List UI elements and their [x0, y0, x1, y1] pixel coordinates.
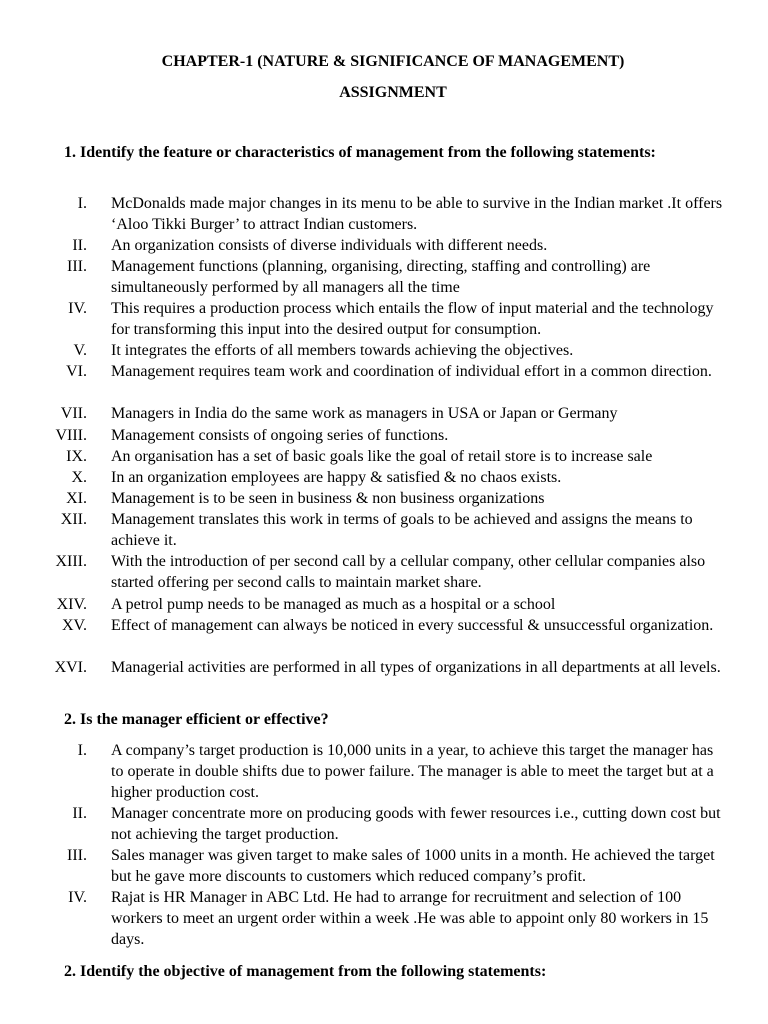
item-number: II.	[72, 805, 87, 822]
item-text: Rajat is HR Manager in ABC Ltd. He had to arrange for recruitment and selection of 100 workers to meet an urgent order within a week .He was able to appoint only 80 workers in 15 days.	[111, 889, 709, 948]
item-text: An organization consists of diverse individuals with different needs.	[111, 237, 548, 254]
item-number: XI.	[66, 490, 87, 507]
chapter-title: CHAPTER-1 (NATURE & SIGNIFICANCE OF MANAGEMENT)	[161, 53, 625, 70]
item-number: IX.	[66, 448, 87, 465]
item-number: III.	[67, 258, 87, 275]
section1-heading: 1. Identify the feature or characteristics of management from the following statements:	[64, 144, 656, 161]
item-text: This requires a production process which entails the flow of input material and the technology for transforming this input into the desired output for consumption.	[111, 300, 714, 338]
item-text: Managers in India do the same work as managers in USA or Japan or Germany	[111, 405, 618, 422]
item-text: Management functions (planning, organising, directing, staffing and controlling) are simultaneously performed by all managers all the time	[111, 258, 651, 296]
item-number: XIII.	[55, 553, 87, 570]
item-number: XII.	[60, 511, 87, 528]
item-text: It integrates the efforts of all members towards achieving the objectives.	[111, 342, 574, 359]
item-number: I.	[77, 195, 87, 212]
item-text: Management translates this work in terms of goals to be achieved and assigns the means to achieve it.	[111, 511, 693, 549]
item-number: VII.	[60, 405, 87, 422]
item-number: IV.	[68, 300, 87, 317]
item-number: VIII.	[55, 427, 87, 444]
item-text: A petrol pump needs to be managed as much as a hospital or a school	[111, 596, 556, 613]
item-number: XV.	[61, 617, 87, 634]
item-text: Managerial activities are performed in all types of organizations in all departments at all levels.	[111, 659, 721, 676]
item-text: Sales manager was given target to make sales of 1000 units in a month. He achieved the target but he gave more discounts to customers which reduced company’s profit.	[111, 847, 715, 885]
item-number: III.	[67, 847, 87, 864]
item-number: XIV.	[56, 596, 87, 613]
item-number: IV.	[68, 889, 87, 906]
item-number: II.	[72, 237, 87, 254]
item-text: Management consists of ongoing series of functions.	[111, 427, 449, 444]
item-number: VI.	[66, 363, 87, 380]
item-text: In an organization employees are happy & satisfied & no chaos exists.	[111, 469, 562, 486]
item-text: Management requires team work and coordination of individual effort in a common direction.	[111, 363, 712, 380]
item-text: McDonalds made major changes in its menu to be able to survive in the Indian market .It offers ‘Aloo Tikki Burger’ to attract Indian customers.	[111, 195, 723, 233]
item-text: With the introduction of per second call by a cellular company, other cellular companies also started offering per second calls to maintain market share.	[111, 553, 706, 591]
item-number: V.	[73, 342, 87, 359]
section3-heading: 2. Identify the objective of management from the following statements:	[64, 963, 547, 980]
assignment-title: ASSIGNMENT	[339, 84, 447, 101]
item-number: X.	[71, 469, 87, 486]
item-text: Effect of management can always be noticed in every successful & unsuccessful organization.	[111, 617, 714, 634]
section2-heading: 2. Is the manager efficient or effective?	[64, 711, 329, 728]
item-text: A company’s target production is 10,000 units in a year, to achieve this target the manager has to operate in double shifts due to power failure. The manager is able to meet the target but at a higher production cost.	[111, 742, 714, 801]
item-number: I.	[77, 742, 87, 759]
item-text: Manager concentrate more on producing goods with fewer resources i.e., cutting down cost but not achieving the target production.	[111, 805, 721, 843]
item-number: XVI.	[54, 659, 87, 676]
item-text: An organisation has a set of basic goals like the goal of retail store is to increase sale	[111, 448, 653, 465]
item-text: Management is to be seen in business & non business organizations	[111, 490, 545, 507]
